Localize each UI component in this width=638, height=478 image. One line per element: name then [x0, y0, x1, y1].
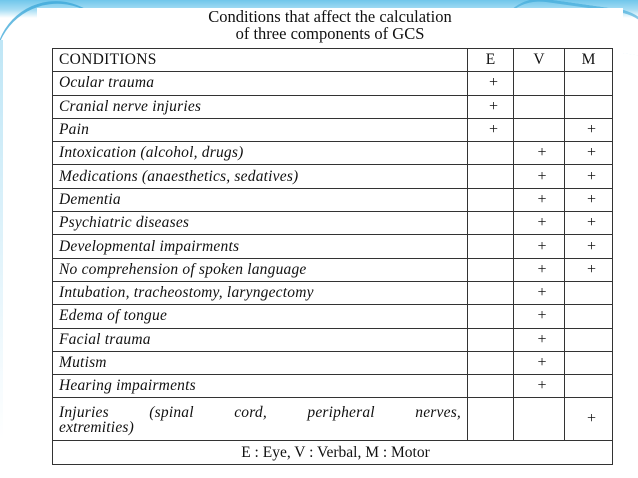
verbal-mark: +	[514, 212, 565, 235]
verbal-mark: +	[514, 281, 565, 304]
title-line-1: Conditions that affect the calculation	[208, 7, 452, 26]
eye-mark: +	[468, 72, 514, 95]
condition-cell: Ocular trauma	[53, 72, 468, 95]
table-row	[53, 165, 613, 188]
table-row	[53, 305, 613, 328]
condition-cell	[53, 398, 468, 441]
eye-mark: +	[468, 118, 514, 141]
table-legend: E : Eye, V : Verbal, M : Motor	[53, 441, 613, 464]
table-row	[53, 142, 613, 165]
motor-mark	[565, 72, 613, 95]
verbal-mark: +	[514, 165, 565, 188]
motor-mark	[565, 351, 613, 374]
condition-cell: Edema of tongue	[53, 305, 468, 328]
condition-cell: No comprehension of spoken language	[53, 258, 468, 281]
verbal-mark	[514, 398, 565, 441]
table-row	[53, 351, 613, 374]
motor-mark	[565, 375, 613, 398]
eye-mark	[468, 258, 514, 281]
table-body	[53, 72, 613, 398]
verbal-mark: +	[514, 328, 565, 351]
motor-mark: +	[565, 188, 613, 211]
footer-row	[53, 441, 613, 464]
motor-mark: +	[565, 235, 613, 258]
table-row	[53, 212, 613, 235]
motor-mark	[565, 95, 613, 118]
condition-cell: Hearing impairments	[53, 375, 468, 398]
header-row	[53, 49, 613, 72]
condition-cell: Intoxication (alcohol, drugs)	[53, 142, 468, 165]
table-image	[37, 8, 623, 462]
condition-cell: Medications (anaesthetics, sedatives)	[53, 165, 468, 188]
header-m: M	[565, 49, 613, 72]
motor-mark: +	[565, 165, 613, 188]
condition-cell: Intubation, tracheostomy, laryngectomy	[53, 281, 468, 304]
eye-mark	[468, 351, 514, 374]
motor-mark	[565, 305, 613, 328]
table-row	[53, 328, 613, 351]
table-row	[53, 235, 613, 258]
condition-cell: Cranial nerve injuries	[53, 95, 468, 118]
condition-cell: Facial trauma	[53, 328, 468, 351]
verbal-mark: +	[514, 375, 565, 398]
eye-mark	[468, 398, 514, 441]
table-row	[53, 72, 613, 95]
table-row	[53, 188, 613, 211]
verbal-mark: +	[514, 305, 565, 328]
table-title	[37, 8, 623, 42]
verbal-mark: +	[514, 258, 565, 281]
verbal-mark: +	[514, 235, 565, 258]
table-row	[53, 118, 613, 141]
eye-mark	[468, 188, 514, 211]
verbal-mark: +	[514, 188, 565, 211]
verbal-mark	[514, 95, 565, 118]
table-row	[53, 258, 613, 281]
motor-mark: +	[565, 142, 613, 165]
motor-mark: +	[565, 398, 613, 441]
table-row	[53, 281, 613, 304]
verbal-mark: +	[514, 351, 565, 374]
eye-mark: +	[468, 95, 514, 118]
gcs-conditions-table	[52, 48, 613, 465]
condition-cell: Developmental impairments	[53, 235, 468, 258]
table-row	[53, 95, 613, 118]
header-e: E	[468, 49, 514, 72]
motor-mark	[565, 328, 613, 351]
title-line-2: of three components of GCS	[235, 24, 425, 43]
eye-mark	[468, 235, 514, 258]
header-v: V	[514, 49, 565, 72]
motor-mark	[565, 281, 613, 304]
table-row	[53, 375, 613, 398]
motor-mark: +	[565, 258, 613, 281]
verbal-mark	[514, 118, 565, 141]
eye-mark	[468, 281, 514, 304]
eye-mark	[468, 328, 514, 351]
eye-mark	[468, 305, 514, 328]
verbal-mark	[514, 72, 565, 95]
condition-cell: Pain	[53, 118, 468, 141]
header-conditions: CONDITIONS	[53, 49, 468, 72]
condition-cell: Dementia	[53, 188, 468, 211]
motor-mark: +	[565, 212, 613, 235]
motor-mark: +	[565, 118, 613, 141]
condition-cell: Mutism	[53, 351, 468, 374]
eye-mark	[468, 165, 514, 188]
verbal-mark: +	[514, 142, 565, 165]
condition-line-1: Injuries (spinal cord, peripheral nerves,	[59, 404, 461, 422]
eye-mark	[468, 142, 514, 165]
table-row	[53, 398, 613, 441]
condition-cell: Psychiatric diseases	[53, 212, 468, 235]
condition-line-2: extremities)	[59, 419, 134, 437]
decorative-left-stripe	[0, 40, 3, 440]
eye-mark	[468, 375, 514, 398]
eye-mark	[468, 212, 514, 235]
